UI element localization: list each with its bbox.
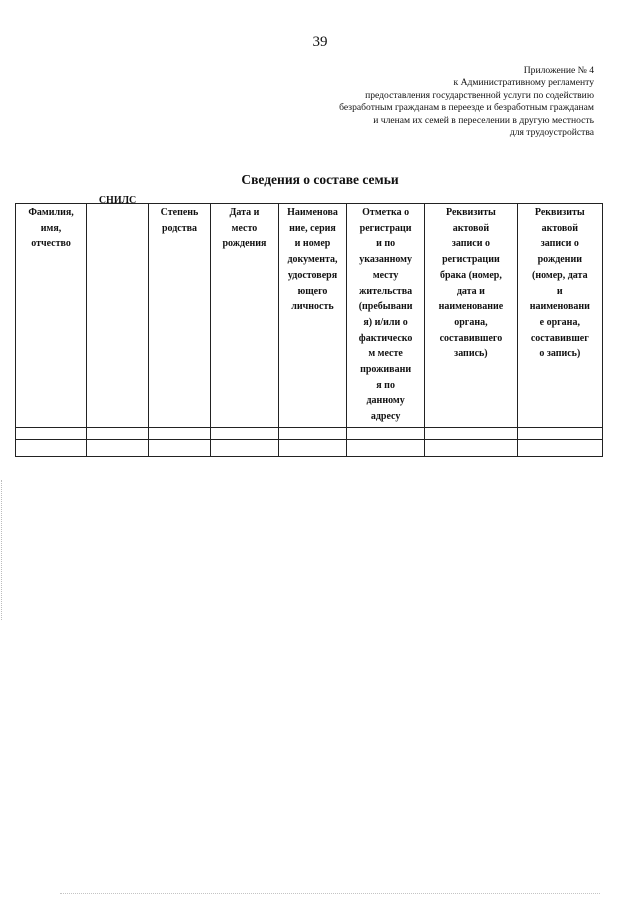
- scan-edge-mark: [1, 480, 3, 620]
- header-registration-mark: Отметка о регистраци и по указанному месту жительства (пребывани я) и/или о фактическо м месте проживани я по данному адресу: [347, 204, 425, 428]
- table-cell: [278, 440, 346, 457]
- table-cell: [347, 428, 425, 440]
- appendix-line: Приложение № 4: [523, 65, 594, 76]
- appendix-line: и членам их семей в переселении в другую местность: [373, 114, 594, 126]
- table-cell: [517, 428, 602, 440]
- header-snils: СНИЛС: [87, 204, 149, 428]
- appendix-line: безработным гражданам в переезде и безработным гражданам: [339, 102, 594, 114]
- appendix-line: для трудоустройства: [509, 127, 594, 139]
- header-marriage-record: Реквизиты актовой записи о регистрации брака (номер, дата и наименование органа, составившего запись): [425, 204, 517, 428]
- table-cell: [210, 428, 278, 440]
- table-cell: [149, 428, 211, 440]
- table-cell: [347, 440, 425, 457]
- header-birth-record: Реквизиты актовой записи о рождении (номер, дата и наименовани е органа, составившег о запись): [517, 204, 602, 428]
- table-row: [16, 428, 603, 440]
- table-cell: [278, 428, 346, 440]
- appendix-line: к Административному регламенту: [453, 77, 594, 89]
- scan-bottom-mark: [60, 893, 600, 895]
- header-identity-document: Наименова ние, серия и номер документа, удостоверя ющего личность: [278, 204, 346, 428]
- family-composition-table: [15, 195, 603, 457]
- appendix-header: [264, 65, 594, 139]
- table-cell: [517, 440, 602, 457]
- document-title: Сведения о составе семьи: [241, 172, 399, 187]
- table-cell: [16, 440, 87, 457]
- table-cell: [87, 440, 149, 457]
- table-cell: [149, 440, 211, 457]
- header-birth-date-place: Дата и место рождения: [210, 204, 278, 428]
- table-row: [16, 440, 603, 457]
- table-cell: [87, 428, 149, 440]
- header-full-name: Фамилия, имя, отчество: [16, 204, 87, 428]
- header-relationship: Степень родства: [149, 204, 211, 428]
- table-cell: [425, 428, 517, 440]
- page-number: 39: [312, 34, 328, 50]
- table-cell: [425, 440, 517, 457]
- table-cell: [16, 428, 87, 440]
- appendix-line: предоставления государственной услуги по содействию: [365, 89, 594, 101]
- table-cell: [210, 440, 278, 457]
- table-header-row: [16, 204, 603, 428]
